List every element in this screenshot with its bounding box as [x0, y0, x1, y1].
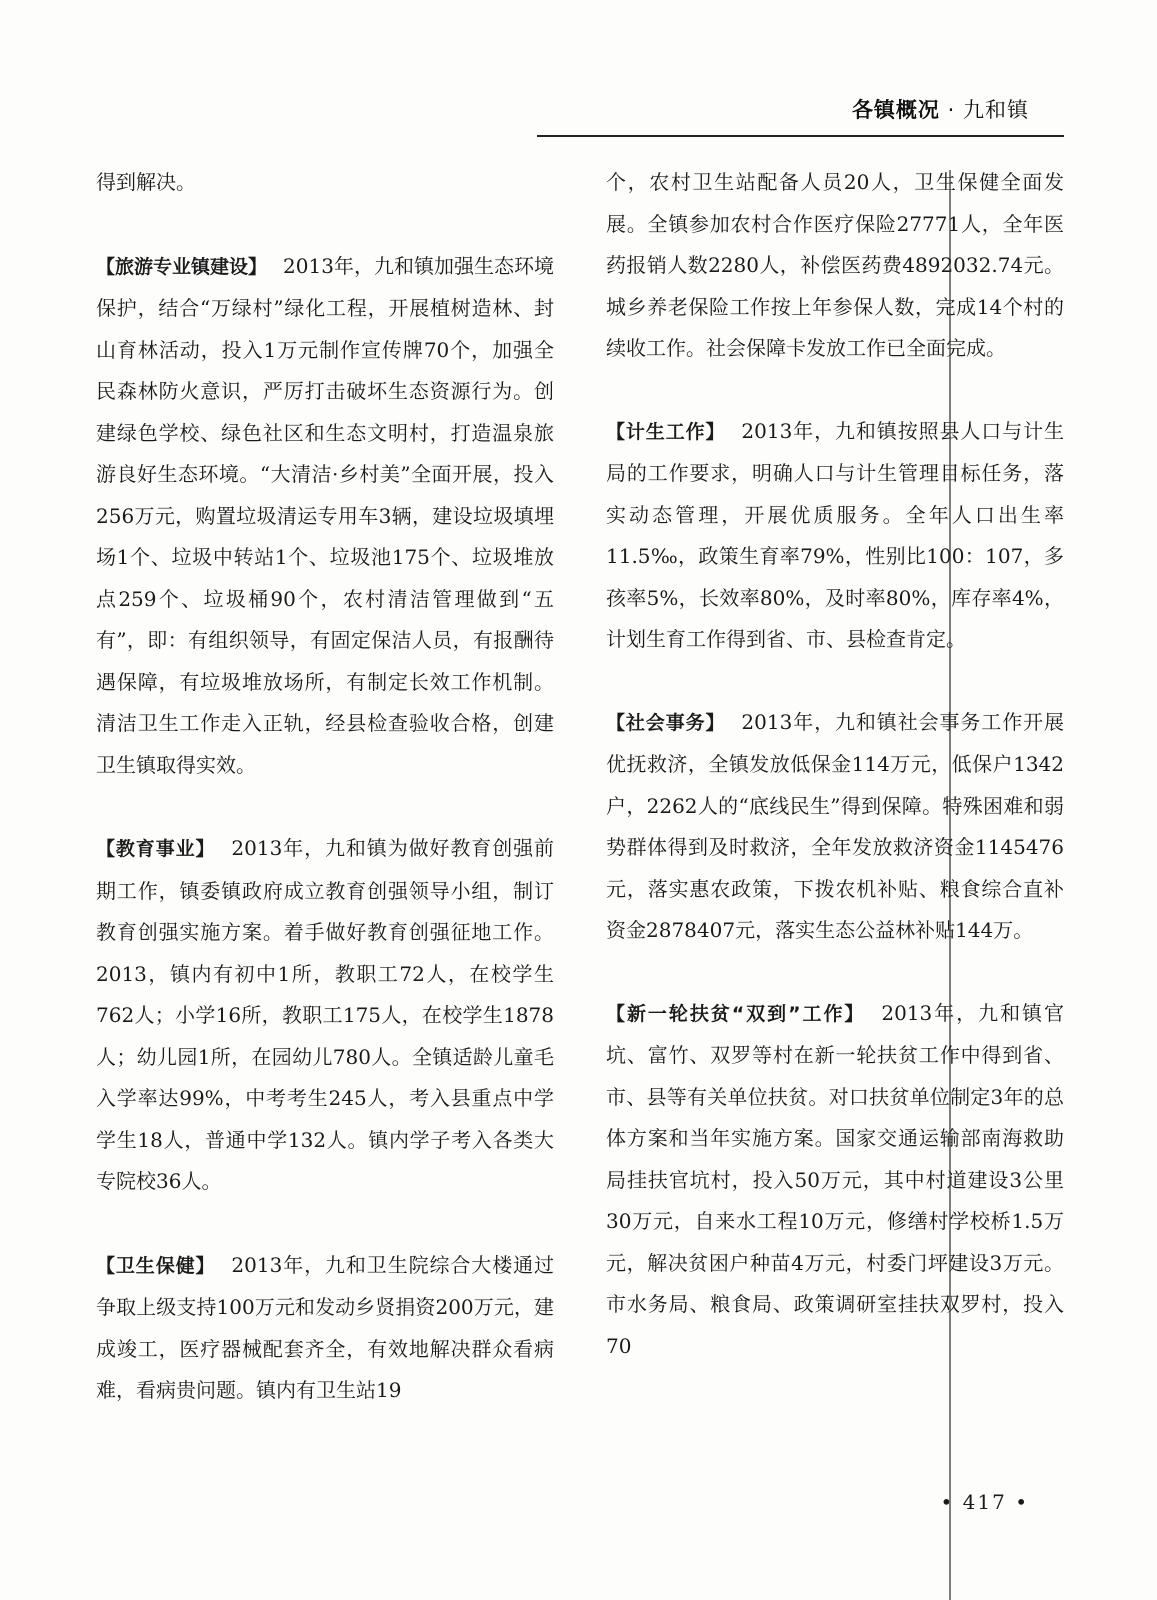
section-heading: 【教育事业】	[96, 838, 216, 860]
paragraph-gap	[96, 204, 554, 246]
right-continuation: 个，农村卫生站配备人员20人，卫生保健全面发展。全镇参加农村合作医疗保险27771人，全年医药报销人数2280人，补偿医药费4892032.74元。城乡养老保险工作按上年参保人数，完成14个村的续收工作。社会保障卡发放工作已全面完成。	[606, 170, 1064, 360]
paragraph-gap	[606, 952, 1064, 993]
section-body: 2013年，九和镇官坑、富竹、双罗等村在新一轮扶贫工作中得到省、市、县等有关单位扶贫。对口扶贫单位制定3年的总体方案和当年实施方案。国家交通运输部南海救助局挂扶官坑村，投入50万元，其中村道建设3公里30万元，自来水工程10万元，修缮村学校桥1.5万元，解决贫困户种苗4万元，村委门坪建设3万元。市水务局、粮食局、政策调研室挂扶双罗村，投入70	[606, 1000, 1064, 1358]
section-education	[96, 828, 554, 1203]
paragraph-gap	[96, 786, 554, 828]
section-body: 2013年，九和镇社会事务工作开展优抚救济，全镇发放低保金114万元，低保户1342户，2262人的“底线民生”得到保障。特殊困难和弱势群体得到及时救济，全年发放救济资金1145476元，落实惠农政策，下拨农机补贴、粮食综合直补资金2878407元，落实生态公益林补贴144万。	[606, 709, 1064, 942]
header-town: 九和镇	[963, 98, 1029, 122]
section-heading: 【计生工作】	[606, 420, 726, 443]
section-health	[96, 1245, 554, 1412]
paragraph-gap	[606, 370, 1064, 411]
left-column	[96, 162, 554, 1412]
section-tourism	[96, 246, 554, 787]
section-family-planning	[606, 411, 1064, 661]
running-header	[852, 94, 1029, 124]
left-intro: 得到解决。	[96, 170, 196, 194]
section-body: 2013年，九和镇按照县人口与计生局的工作要求，明确人口与计生管理目标任务，落实动态管理，开展优质服务。全年人口出生率11.5‰，政策生育率79%，性别比100：107，多孩率5%，长效率80%，及时率80%，库存率4%，计划生育工作得到省、市、县检查肯定。	[606, 418, 1064, 651]
scan-fold-line	[949, 170, 951, 1600]
page-number: • 417 •	[940, 1490, 1029, 1514]
section-body: 2013年，九和镇加强生态环境保护，结合“万绿村”绿化工程，开展植树造林、封山育林活动，投入1万元制作宣传牌70个，加强全民森林防火意识，严厉打击破坏生态资源行为。创建绿色学校、绿色社区和生态文明村，打造温泉旅游良好生态环境。“大清洁·乡村美”全面开展，投入256万元，购置垃圾清运专用车3辆，建设垃圾填埋场1个、垃圾中转站1个、垃圾池175个、垃圾堆放点259个、垃圾桶90个，农村清洁管理做到“五有”，即：有组织领导，有固定保洁人员，有报酬待遇保障，有垃圾堆放场所，有制定长效工作机制。清洁卫生工作走入正轨，经县检查验收合格，创建卫生镇取得实效。	[96, 253, 554, 777]
paragraph-gap	[606, 661, 1064, 702]
header-separator: ·	[947, 98, 956, 122]
section-heading: 【新一轮扶贫“双到”工作】	[606, 1002, 866, 1025]
header-rule	[537, 135, 1064, 137]
section-heading: 【卫生保健】	[96, 1254, 216, 1277]
section-body: 2013年，九和卫生院综合大楼通过争取上级支持100万元和发动乡贤捐资200万元，建成竣工，医疗器械配套齐全，有效地解决群众看病难，看病贵问题。镇内有卫生站19	[96, 1252, 554, 1402]
header-section: 各镇概况	[851, 98, 940, 122]
section-heading: 【旅游专业镇建设】	[96, 255, 268, 278]
section-body: 2013年，九和镇为做好教育创强前期工作，镇委镇政府成立教育创强领导小组，制订教育创强实施方案。着手做好教育创强征地工作。2013，镇内有初中1所，教职工72人，在校学生762人；小学16所，教职工175人，在校学生1878人；幼儿园1所，在园幼儿780人。全镇适龄儿童毛入学率达99%，中考考生245人，考入县重点中学学生18人，普通中学132人。镇内学子考入各类大专院校36人。	[96, 836, 554, 1193]
section-social-affairs	[606, 702, 1064, 952]
section-poverty-relief	[606, 993, 1064, 1368]
right-column	[606, 162, 1064, 1367]
section-heading: 【社会事务】	[606, 711, 726, 734]
paragraph-gap	[96, 1203, 554, 1245]
